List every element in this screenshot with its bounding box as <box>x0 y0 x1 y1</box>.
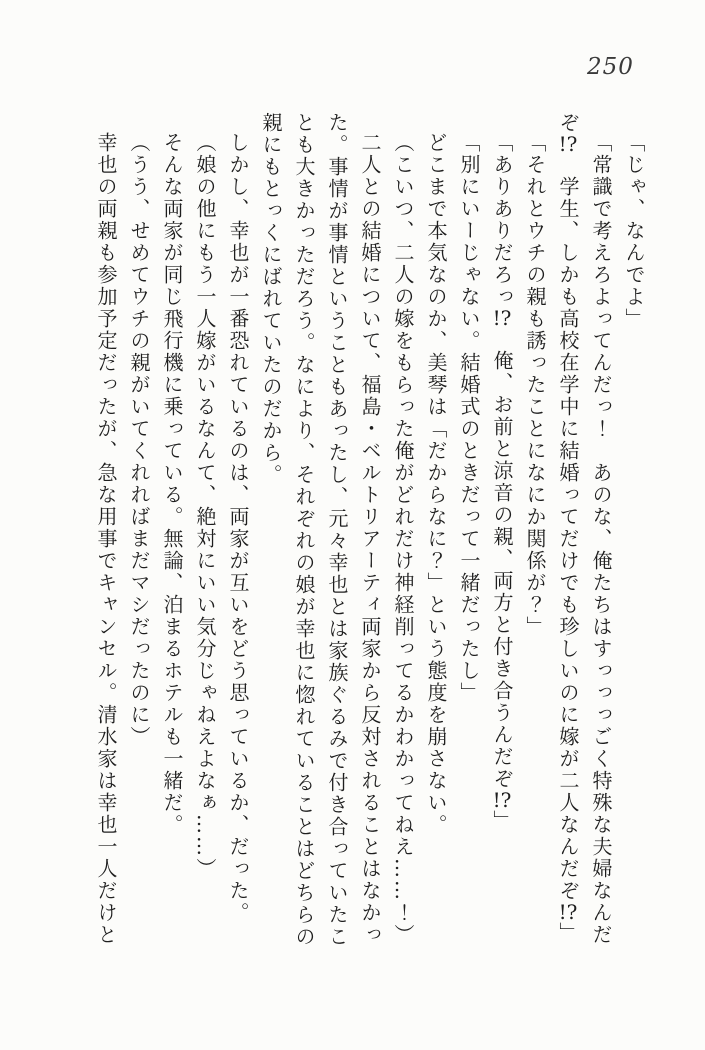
paragraph-thought-2: （娘の他にもう一人嫁がいるなんて、絶対にいい気分じゃねえよなぁ……） <box>193 132 217 880</box>
paragraph-narration-5: 幸也の両親も参加予定だったが、急な用事でキャンセル。清水家は幸也一人だけと <box>94 132 118 946</box>
paragraph-dialogue-1: 「じゃ、なんでよ」 <box>622 132 646 330</box>
paragraph-dialogue-4: 「ありありだろっ!? 俺、お前と涼音の親、両方と付き合うんだぞ!?」 <box>490 132 514 832</box>
paragraph-narration-1: どこまで本気なのか、美琴は「だからなに？」という態度を崩さない。 <box>424 132 448 836</box>
paragraph-narration-2: 二人との結婚について、福島・ベルトリアーティ両家から反対されることはなかった。事情が事情ということもあったし、元々幸也とは家族ぐるみで付き合っていたことも大きかっただろう。なにより、それぞれの娘が幸也に惚れていることはどちらの親にもとっくにばれていたのだから。 <box>259 112 382 948</box>
tatechuyoko-exclamation-question: !? <box>558 134 578 154</box>
paragraph-narration-3: しかし、幸也が一番恐れているのは、両家が互いをどう思っているか、だった。 <box>226 132 250 924</box>
paragraph-dialogue-3: 「それとウチの親も誘ったことになにか関係が？」 <box>523 132 547 638</box>
paragraph-dialogue-2: 「常識で考えろよってんだっ！ あのな、俺たちはすっっっごく特殊な夫婦なんだぞ!? 学生、しかも高校在学中に結婚ってだけでも珍しいのに嫁が二人なんだぞ!?」 <box>556 112 613 946</box>
page-number: 250 <box>587 54 634 80</box>
tatechuyoko-exclamation-question: !? <box>558 902 578 922</box>
paragraph-narration-4: そんな両家が同じ飛行機に乗っている。無論、泊まるホテルも一緒だ。 <box>160 132 184 836</box>
tatechuyoko-exclamation-question: !? <box>492 790 512 810</box>
paragraph-thought-3: （うう、せめてウチの親がいてくれればまだマシだったのに） <box>127 132 151 748</box>
paragraph-thought-1: （こいつ、二人の嫁をもらった俺がどれだけ神経削ってるかわかってねえ……！） <box>391 132 415 946</box>
paragraph-dialogue-5: 「別にいーじゃない。結婚式のときだって一緒だったし」 <box>457 132 481 704</box>
novel-text-block <box>89 112 650 952</box>
tatechuyoko-exclamation-question: !? <box>492 308 512 328</box>
